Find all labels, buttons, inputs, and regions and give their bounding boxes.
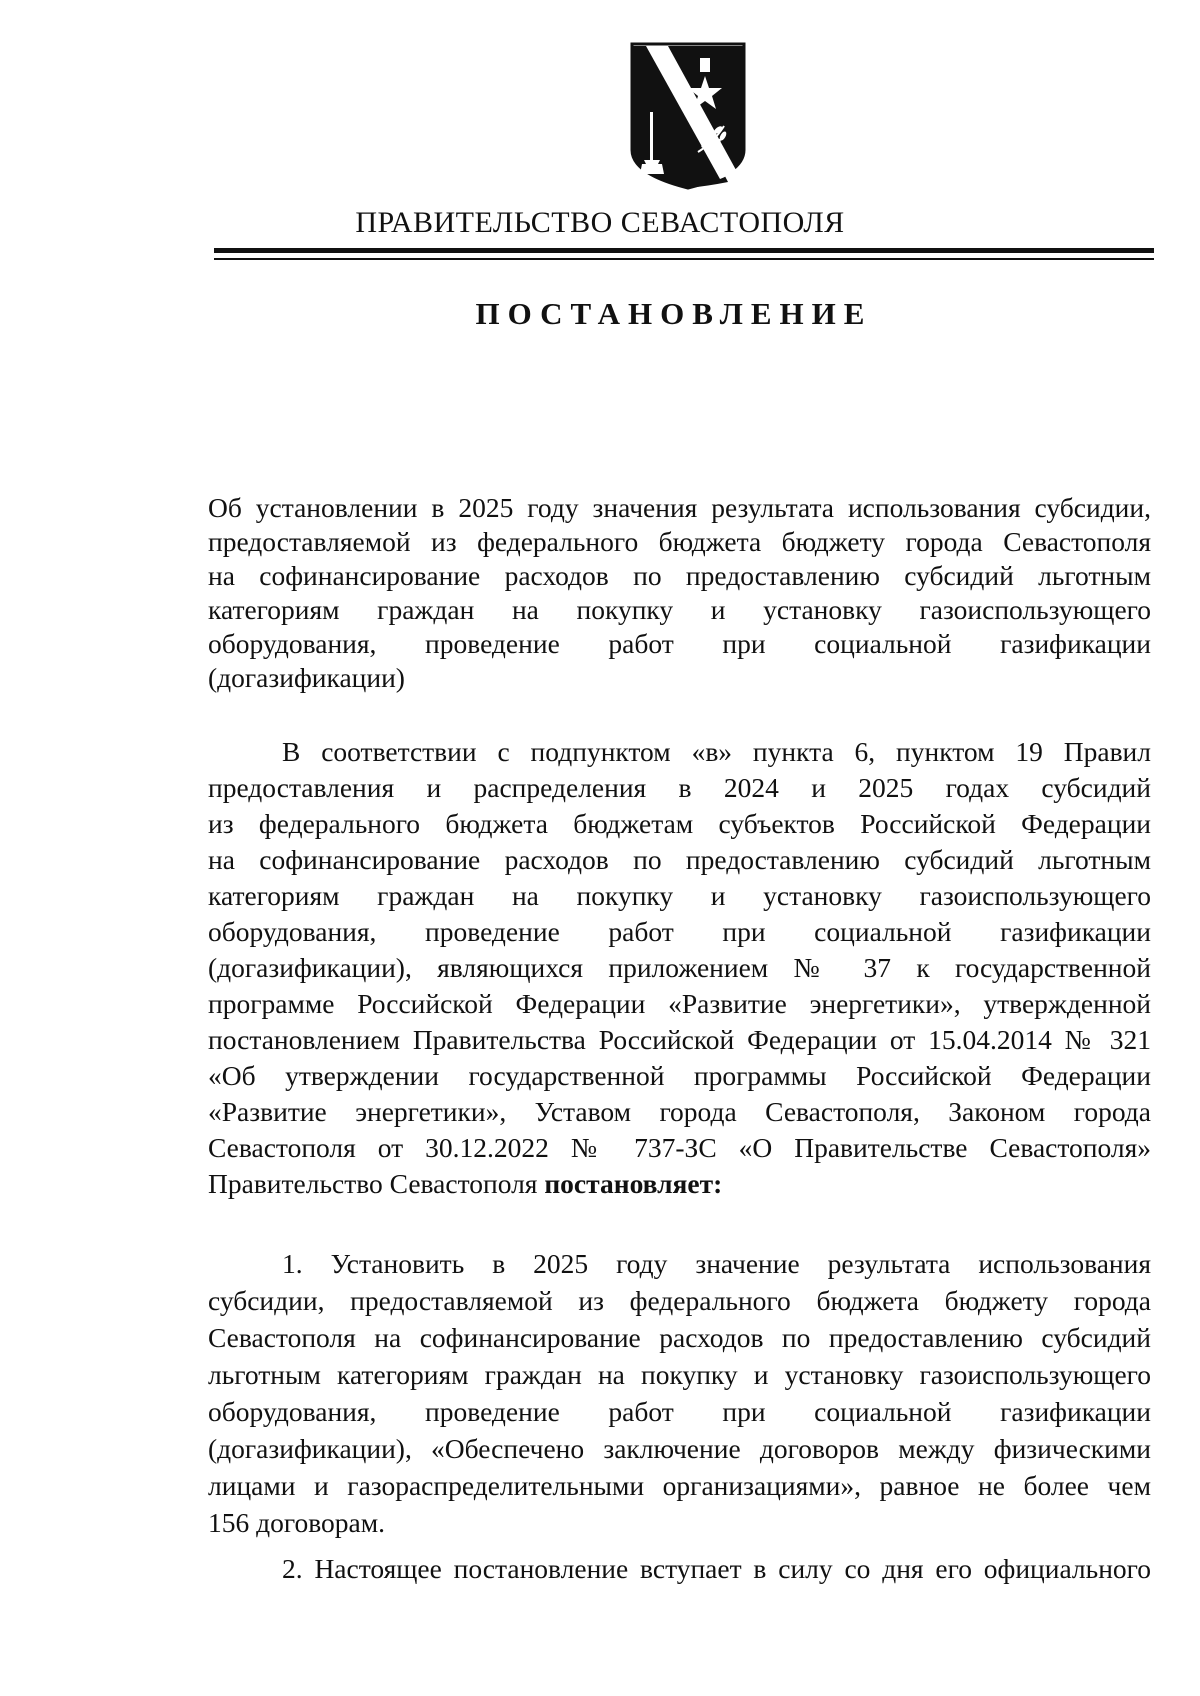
subject-line: (догазификации) bbox=[208, 662, 405, 693]
preamble-line: Севастополя от 30.12.2022 № 737-ЗС «О Правительстве Севастополя» bbox=[208, 1132, 1151, 1163]
preamble-line: предоставления и распределения в 2024 и 2025 годах субсидий bbox=[208, 772, 1151, 803]
preamble-line: «Об утверждении государственной программы Российской Федерации bbox=[208, 1060, 1151, 1091]
preamble-closing-text: Правительство Севастополя bbox=[208, 1168, 545, 1199]
item-line: 156 договорам. bbox=[208, 1507, 385, 1538]
item-line: 2. Настоящее постановление вступает в силу со дня его официального bbox=[282, 1553, 1151, 1584]
item-line: лицами и газораспределительными организациями», равное не более чем bbox=[208, 1470, 1151, 1501]
preamble-line: «Развитие энергетики», Уставом города Севастополя, Законом города bbox=[208, 1096, 1151, 1127]
preamble-line: на софинансирование расходов по предоставлению субсидий льготным bbox=[208, 844, 1151, 875]
preamble-line: из федерального бюджета бюджетам субъектов Российской Федерации bbox=[208, 808, 1151, 839]
preamble-line: В соответствии с подпунктом «в» пункта 6, пунктом 19 Правил bbox=[282, 736, 1151, 767]
subject-line: оборудования, проведение работ при социальной газификации bbox=[208, 628, 1151, 659]
preamble-line: оборудования, проведение работ при социальной газификации bbox=[208, 916, 1151, 947]
item-line: субсидии, предоставляемой из федерального бюджета бюджету города bbox=[208, 1285, 1151, 1316]
item-line: льготным категориям граждан на покупку и установку газоиспользующего bbox=[208, 1359, 1151, 1390]
preamble-line: категориям граждан на покупку и установку газоиспользующего bbox=[208, 880, 1151, 911]
item-line: 1. Установить в 2025 году значение результата использования bbox=[282, 1248, 1151, 1279]
sevastopol-coat-of-arms-icon bbox=[628, 42, 748, 190]
subject-line: на софинансирование расходов по предоставлению субсидий льготным bbox=[208, 560, 1151, 591]
header-rule-thick bbox=[214, 248, 1154, 253]
preamble-line: постановлением Правительства Российской Федерации от 15.04.2014 № 321 bbox=[208, 1024, 1151, 1055]
document-type-title: ПОСТАНОВЛЕНИЕ bbox=[475, 296, 873, 331]
preamble-line: программе Российской Федерации «Развитие энергетики», утвержденной bbox=[208, 988, 1151, 1019]
subject-line: категориям граждан на покупку и установку газоиспользующего bbox=[208, 594, 1151, 625]
item-line: оборудования, проведение работ при социальной газификации bbox=[208, 1396, 1151, 1427]
resolves-keyword: постановляет: bbox=[544, 1168, 723, 1199]
subject-line: предоставляемой из федерального бюджета бюджету города Севастополя bbox=[208, 526, 1151, 557]
item-line: Севастополя на софинансирование расходов по предоставлению субсидий bbox=[208, 1322, 1151, 1353]
preamble-closing-line bbox=[208, 1167, 1151, 1201]
preamble-line: (догазификации), являющихся приложением № 37 к государственной bbox=[208, 952, 1151, 983]
header-rule-thin bbox=[214, 258, 1154, 260]
subject-line: Об установлении в 2025 году значения результата использования субсидии, bbox=[208, 492, 1151, 523]
government-title: ПРАВИТЕЛЬСТВО СЕВАСТОПОЛЯ bbox=[355, 206, 845, 239]
item-line: (догазификации), «Обеспечено заключение договоров между физическими bbox=[208, 1433, 1151, 1464]
